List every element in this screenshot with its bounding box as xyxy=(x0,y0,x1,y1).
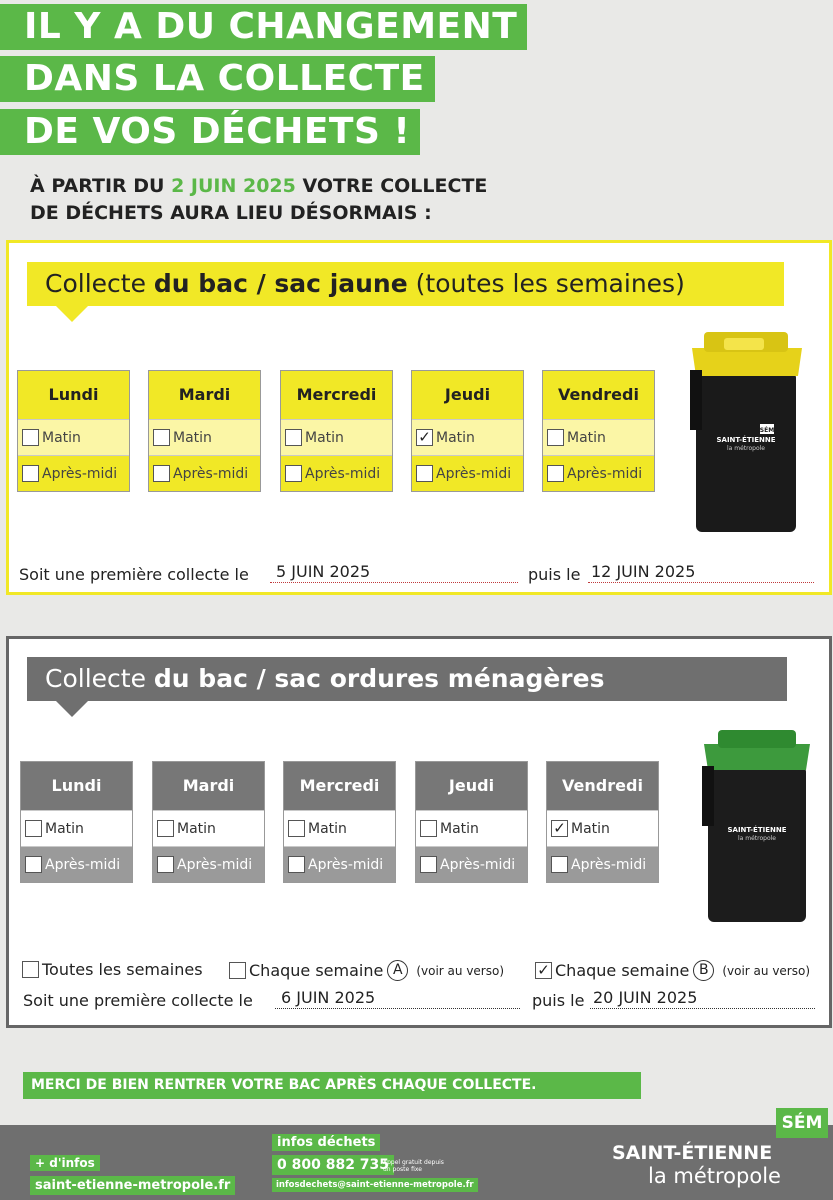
yellow-bin-image xyxy=(688,328,806,536)
morning-label: Matin xyxy=(436,429,475,446)
afternoon-checkbox[interactable] xyxy=(288,856,305,873)
yellow-first-date: 5 JUIN 2025 xyxy=(276,562,371,581)
yellow-bin-wheel xyxy=(690,370,702,430)
freq-all-label: Toutes les semaines xyxy=(42,960,203,979)
merci-banner: MERCI DE BIEN RENTRER VOTRE BAC APRÈS CHAQUE COLLECTE. xyxy=(23,1072,641,1099)
grey-first-label: Soit une première collecte le xyxy=(23,991,253,1010)
afternoon-label: Après-midi xyxy=(177,856,253,873)
logo-line-1: SAINT-ÉTIENNE xyxy=(612,1142,773,1164)
yellow-bin-sub: la métropole xyxy=(727,445,765,452)
intro-text xyxy=(30,173,487,227)
intro-line-2: DE DÉCHETS AURA LIEU DÉSORMAIS : xyxy=(30,202,432,224)
afternoon-checkbox[interactable] xyxy=(285,465,302,482)
morning-option[interactable] xyxy=(149,419,260,455)
freq-all-option[interactable] xyxy=(22,960,203,979)
afternoon-option[interactable] xyxy=(284,846,395,882)
morning-option[interactable] xyxy=(547,810,658,846)
morning-label: Matin xyxy=(305,429,344,446)
yellow-day-card-lundi xyxy=(17,370,130,492)
grey-bin-brand: SAINT-ÉTIENNE xyxy=(727,826,787,834)
grey-day-card-jeudi xyxy=(415,761,528,883)
morning-checkbox[interactable]: ✓ xyxy=(416,429,433,446)
afternoon-option[interactable] xyxy=(416,846,527,882)
freq-a-label: Chaque semaine xyxy=(249,961,384,980)
afternoon-option[interactable] xyxy=(281,455,392,491)
day-name: Lundi xyxy=(18,371,129,419)
morning-option[interactable] xyxy=(18,419,129,455)
morning-option[interactable] xyxy=(543,419,654,455)
afternoon-label: Après-midi xyxy=(45,856,121,873)
grey-bin-handle xyxy=(718,730,796,748)
morning-label: Matin xyxy=(173,429,212,446)
morning-checkbox[interactable]: ✓ xyxy=(551,820,568,837)
grey-banner-tail xyxy=(56,701,88,717)
intro-prefix: À PARTIR DU xyxy=(30,175,172,197)
afternoon-checkbox[interactable] xyxy=(157,856,174,873)
sem-badge: SÉM xyxy=(776,1108,828,1138)
grey-day-card-mardi xyxy=(152,761,265,883)
morning-option[interactable] xyxy=(416,810,527,846)
afternoon-label: Après-midi xyxy=(436,465,512,482)
intro-suffix: VOTRE COLLECTE xyxy=(295,175,488,197)
freq-all-checkbox[interactable] xyxy=(22,961,39,978)
grey-bin-image xyxy=(700,726,814,926)
yellow-banner xyxy=(27,262,784,306)
title-line-2: DANS LA COLLECTE xyxy=(0,56,435,102)
freq-a-note: (voir au verso) xyxy=(416,963,505,978)
yellow-day-card-vendredi xyxy=(542,370,655,492)
yellow-bin-badge: SÉM xyxy=(759,427,775,434)
grey-banner xyxy=(27,657,787,701)
yellow-then-label: puis le xyxy=(528,565,581,584)
grey-then-dotted-line xyxy=(590,1008,815,1009)
day-name: Mercredi xyxy=(284,762,395,810)
morning-checkbox[interactable] xyxy=(153,429,170,446)
grey-bin-sub: la métropole xyxy=(738,835,776,842)
email-link[interactable]: infosdechets@saint-etienne-metropole.fr xyxy=(272,1178,478,1192)
freq-b-option[interactable] xyxy=(535,960,810,981)
phone-number[interactable]: 0 800 882 735 xyxy=(272,1155,394,1175)
freq-b-checkbox[interactable]: ✓ xyxy=(535,962,552,979)
morning-option[interactable] xyxy=(281,419,392,455)
freq-a-option[interactable] xyxy=(229,960,504,981)
afternoon-checkbox[interactable] xyxy=(420,856,437,873)
afternoon-label: Après-midi xyxy=(571,856,647,873)
morning-checkbox[interactable] xyxy=(22,429,39,446)
day-name: Jeudi xyxy=(412,371,523,419)
morning-checkbox[interactable] xyxy=(288,820,305,837)
infos-dechets-label: infos déchets xyxy=(272,1134,380,1151)
yellow-day-card-mercredi xyxy=(280,370,393,492)
afternoon-option[interactable] xyxy=(543,455,654,491)
yellow-then-dotted-line xyxy=(588,582,814,583)
grey-then-date: 20 JUIN 2025 xyxy=(593,988,698,1007)
day-name: Vendredi xyxy=(547,762,658,810)
freq-b-letter-badge: B xyxy=(693,960,714,981)
more-info-tag: + d'infos xyxy=(30,1155,100,1171)
freq-a-letter-badge: A xyxy=(387,960,408,981)
yellow-banner-bold: du bac / sac jaune xyxy=(153,269,408,298)
afternoon-checkbox[interactable] xyxy=(153,465,170,482)
morning-label: Matin xyxy=(440,820,479,837)
grey-first-date: 6 JUIN 2025 xyxy=(281,988,376,1007)
morning-checkbox[interactable] xyxy=(157,820,174,837)
grey-first-dotted-line xyxy=(275,1008,520,1009)
day-name: Mardi xyxy=(149,371,260,419)
grey-banner-bold: du bac / sac ordures ménagères xyxy=(153,664,605,693)
freq-b-label: Chaque semaine xyxy=(555,961,690,980)
morning-label: Matin xyxy=(42,429,81,446)
afternoon-option[interactable] xyxy=(153,846,264,882)
yellow-banner-suffix: (toutes les semaines) xyxy=(407,269,685,298)
morning-checkbox[interactable] xyxy=(25,820,42,837)
yellow-day-card-jeudi xyxy=(411,370,524,492)
afternoon-option[interactable] xyxy=(18,455,129,491)
morning-option[interactable] xyxy=(21,810,132,846)
afternoon-label: Après-midi xyxy=(308,856,384,873)
morning-label: Matin xyxy=(571,820,610,837)
yellow-bin-lid xyxy=(692,348,802,376)
yellow-bin-body xyxy=(696,372,796,532)
yellow-then-date: 12 JUIN 2025 xyxy=(591,562,696,581)
afternoon-label: Après-midi xyxy=(567,465,643,482)
morning-label: Matin xyxy=(567,429,606,446)
afternoon-option[interactable] xyxy=(547,846,658,882)
afternoon-option[interactable] xyxy=(149,455,260,491)
afternoon-checkbox[interactable] xyxy=(551,856,568,873)
grey-day-card-lundi xyxy=(20,761,133,883)
grey-banner-prefix: Collecte xyxy=(45,664,154,693)
yellow-banner-prefix: Collecte xyxy=(45,269,154,298)
morning-checkbox[interactable] xyxy=(547,429,564,446)
morning-label: Matin xyxy=(177,820,216,837)
afternoon-label: Après-midi xyxy=(305,465,381,482)
freq-b-note: (voir au verso) xyxy=(722,963,811,978)
afternoon-checkbox[interactable] xyxy=(416,465,433,482)
yellow-day-card-mardi xyxy=(148,370,261,492)
morning-label: Matin xyxy=(308,820,347,837)
morning-option[interactable] xyxy=(284,810,395,846)
day-name: Mercredi xyxy=(281,371,392,419)
yellow-first-dotted-line xyxy=(270,582,518,583)
day-name: Jeudi xyxy=(416,762,527,810)
phone-note: Appel gratuit depuis un poste fixe xyxy=(383,1159,444,1173)
day-name: Mardi xyxy=(153,762,264,810)
title-line-3: DE VOS DÉCHETS ! xyxy=(0,109,420,155)
afternoon-checkbox[interactable] xyxy=(25,856,42,873)
yellow-banner-tail xyxy=(56,306,88,322)
afternoon-label: Après-midi xyxy=(42,465,118,482)
grey-bin-wheel xyxy=(702,766,714,826)
morning-label: Matin xyxy=(45,820,84,837)
morning-checkbox[interactable] xyxy=(285,429,302,446)
freq-a-checkbox[interactable] xyxy=(229,962,246,979)
grey-bin-body xyxy=(708,766,806,922)
morning-option[interactable] xyxy=(412,419,523,455)
afternoon-checkbox[interactable] xyxy=(22,465,39,482)
website-link[interactable]: saint-etienne-metropole.fr xyxy=(30,1176,235,1195)
yellow-bin-brand: SAINT-ÉTIENNE xyxy=(716,436,776,444)
grey-then-label: puis le xyxy=(532,991,585,1010)
yellow-first-label: Soit une première collecte le xyxy=(19,565,249,584)
day-name: Lundi xyxy=(21,762,132,810)
logo-line-2: la métropole xyxy=(648,1164,781,1188)
yellow-bin-label xyxy=(724,338,764,350)
afternoon-option[interactable] xyxy=(21,846,132,882)
morning-option[interactable] xyxy=(153,810,264,846)
afternoon-checkbox[interactable] xyxy=(547,465,564,482)
morning-checkbox[interactable] xyxy=(420,820,437,837)
grey-day-card-vendredi xyxy=(546,761,659,883)
afternoon-label: Après-midi xyxy=(173,465,249,482)
title-line-1: IL Y A DU CHANGEMENT xyxy=(0,4,527,50)
intro-date: 2 JUIN 2025 xyxy=(171,175,296,197)
grey-day-card-mercredi xyxy=(283,761,396,883)
day-name: Vendredi xyxy=(543,371,654,419)
afternoon-label: Après-midi xyxy=(440,856,516,873)
afternoon-option[interactable] xyxy=(412,455,523,491)
